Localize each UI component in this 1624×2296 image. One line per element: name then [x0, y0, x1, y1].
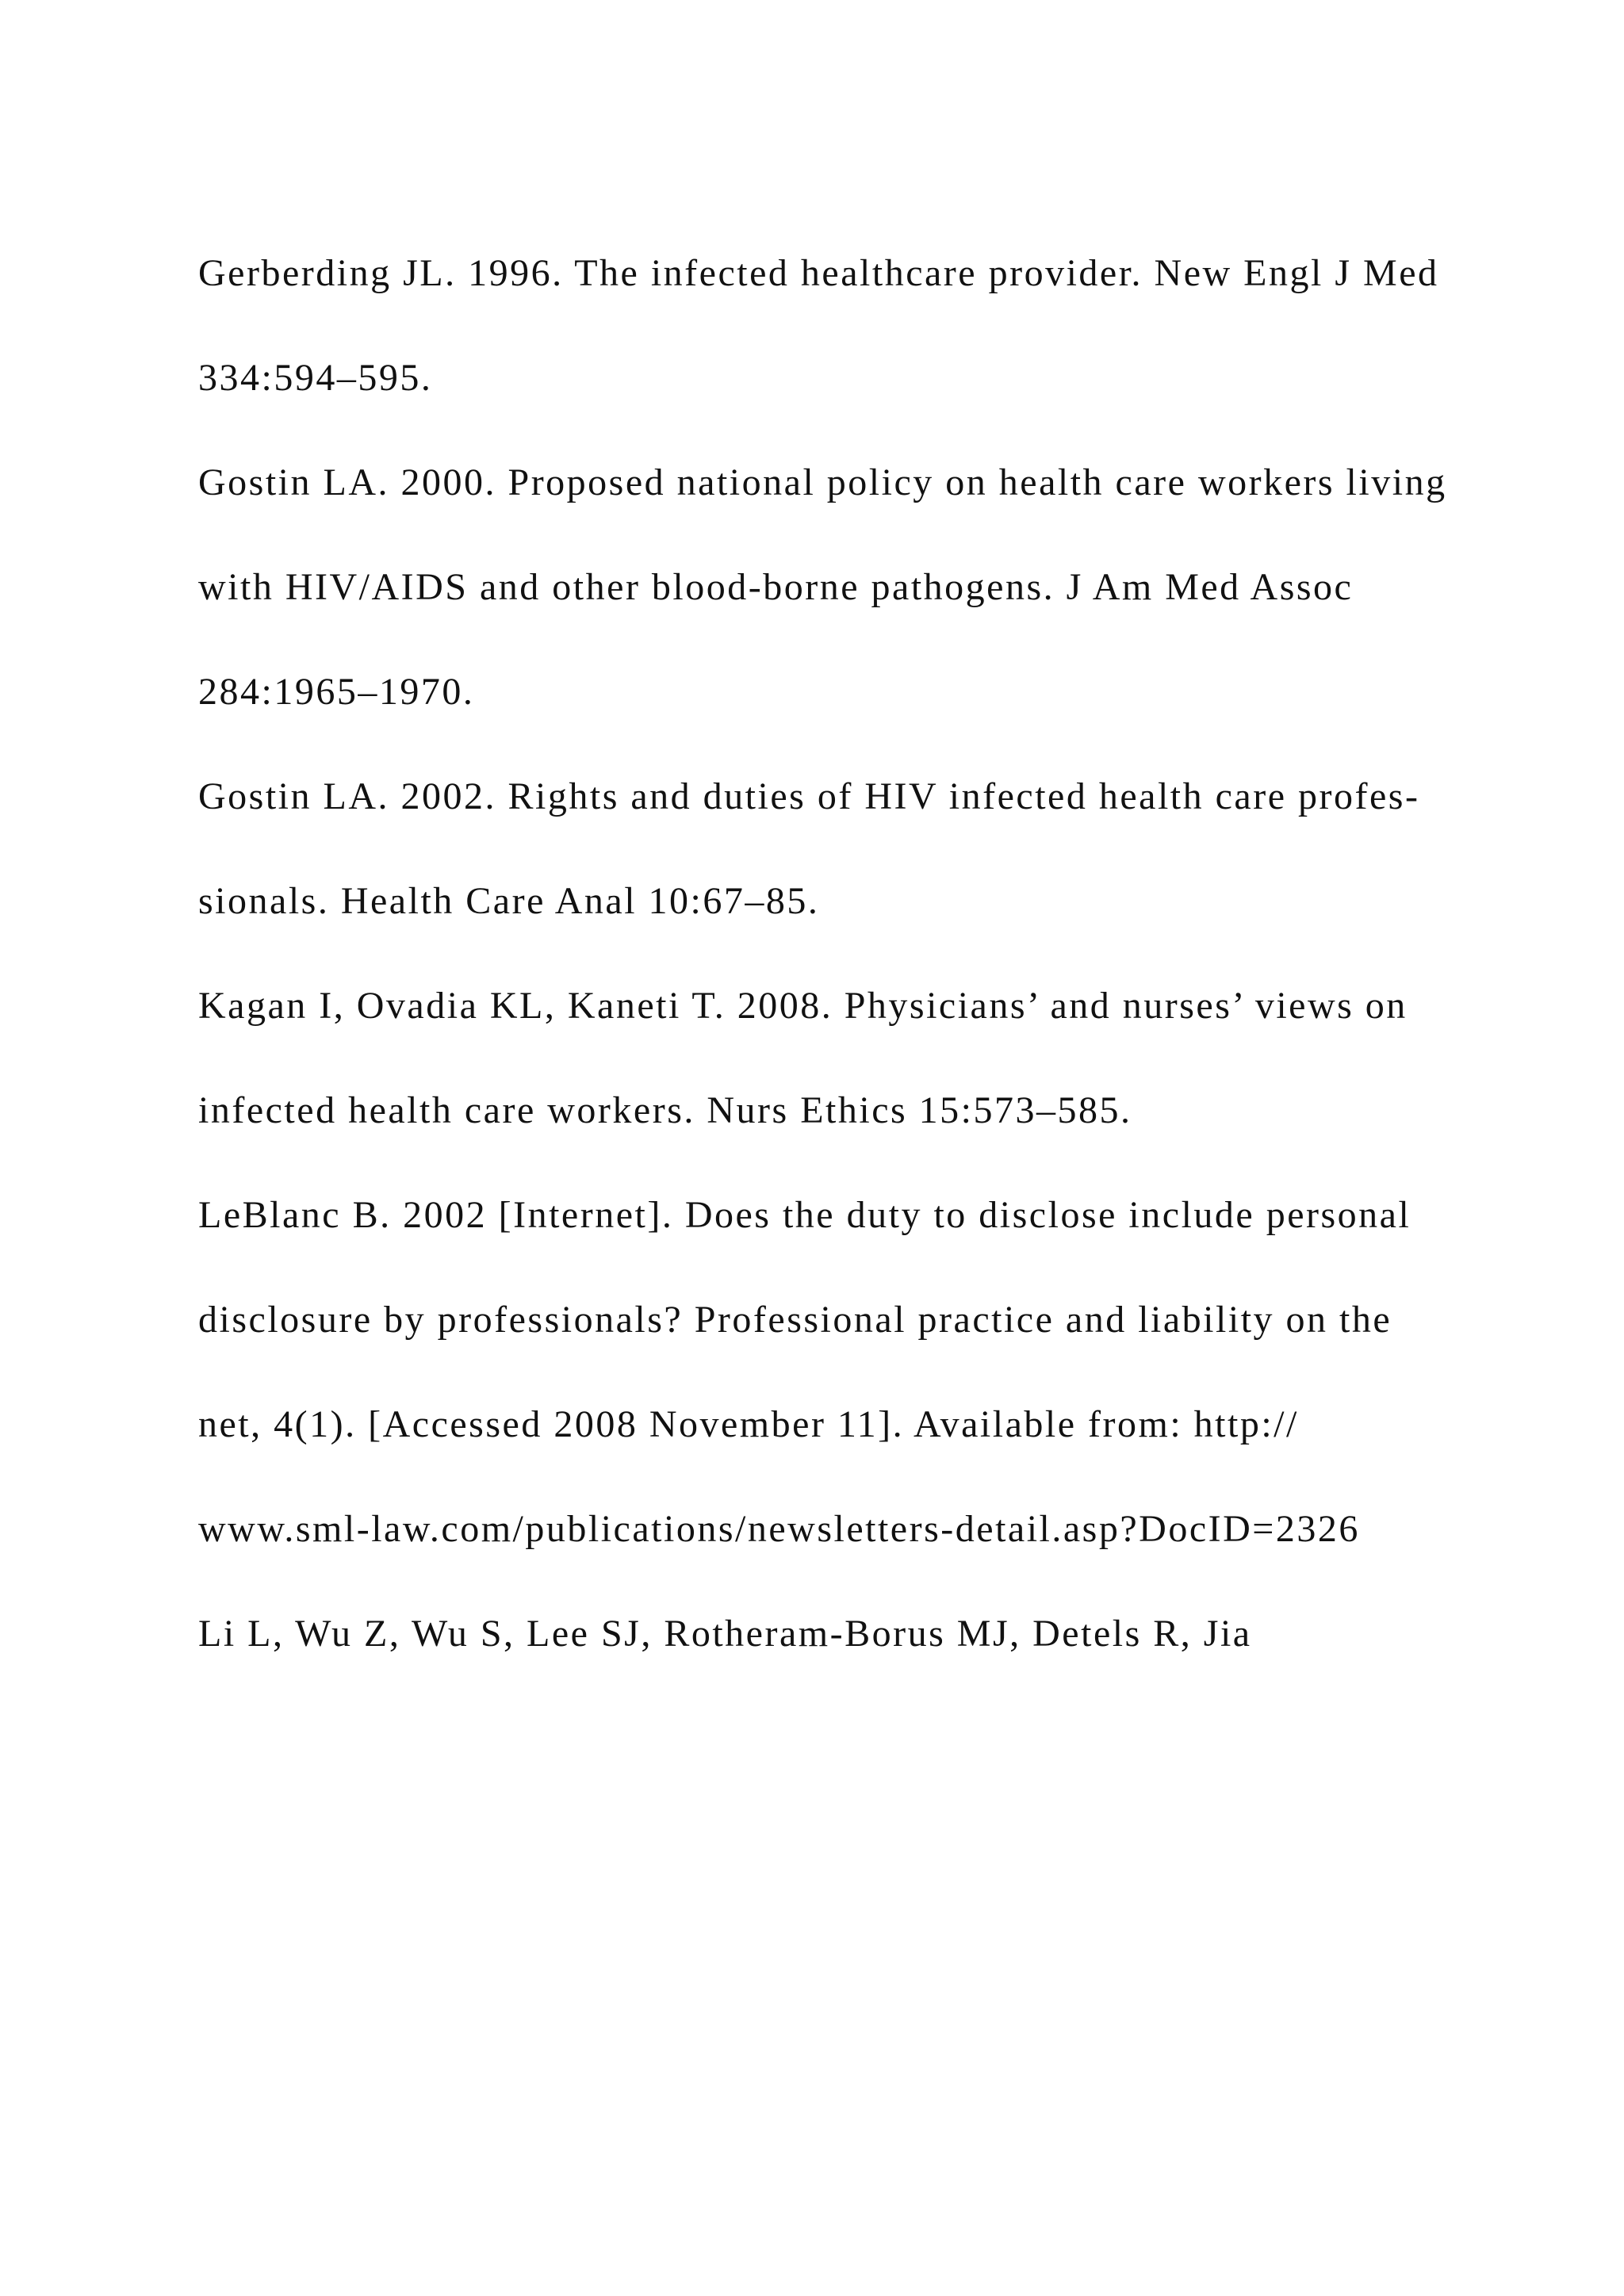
reference-line: Kagan I, Ovadia KL, Kaneti T. 2008. Physicians’ and nurses’ views on [198, 985, 1408, 1027]
reference-line: www.sml-law.com/publications/newsletters-detail.asp?DocID=2326 [198, 1508, 1360, 1550]
reference-line: Gostin LA. 2002. Rights and duties of HIV infected health care profes- [198, 775, 1420, 817]
reference-line: sionals. Health Care Anal 10:67–85. [198, 880, 820, 922]
reference-line: LeBlanc B. 2002 [Internet]. Does the duty to disclose include personal [198, 1194, 1411, 1236]
reference-line: Gerberding JL. 1996. The infected healthcare provider. New Engl J Med [198, 252, 1439, 294]
reference-line: 284:1965–1970. [198, 671, 475, 713]
reference-line: 334:594–595. [198, 357, 433, 399]
reference-list [198, 247, 1467, 1712]
reference-line: Gostin LA. 2000. Proposed national policy on health care workers living [198, 461, 1447, 503]
reference-line: net, 4(1). [Accessed 2008 November 11]. Available from: http:// [198, 1403, 1299, 1445]
reference-line: disclosure by professionals? Professional practice and liability on the [198, 1299, 1392, 1341]
reference-line: with HIV/AIDS and other blood-borne pathogens. J Am Med Assoc [198, 566, 1354, 608]
reference-line: Li L, Wu Z, Wu S, Lee SJ, Rotheram-Borus MJ, Detels R, Jia [198, 1613, 1252, 1655]
reference-line: infected health care workers. Nurs Ethics 15:573–585. [198, 1089, 1132, 1131]
